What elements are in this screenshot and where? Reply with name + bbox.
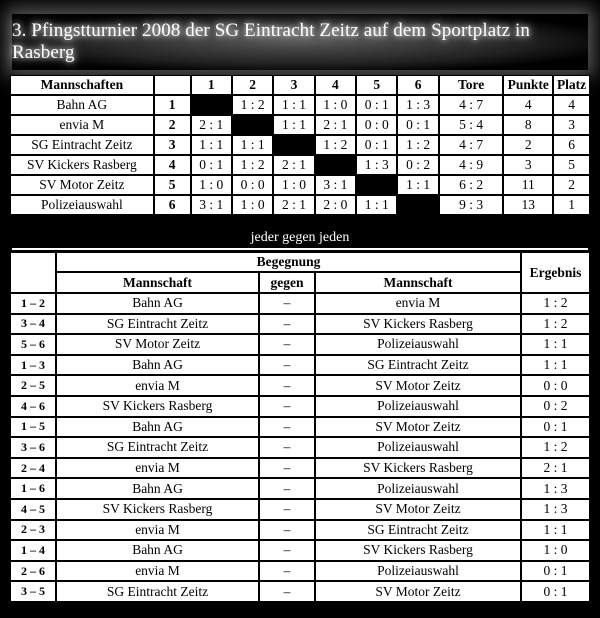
goals-cell: 9 : 3 [439,195,504,215]
page-title: 3. Pfingstturnier 2008 der SG Eintracht Zeitz auf dem Sportplatz in Rasberg [12,20,531,63]
fixture-vs: – [259,314,315,335]
fixture-vs: – [259,561,315,582]
fixture-result: 1 : 2 [521,293,590,314]
fixture-away-team: envia M [315,293,521,314]
header-encounter: Begegnung [56,252,521,272]
place-cell: 6 [553,135,590,155]
place-cell: 3 [553,115,590,135]
fixture-vs: – [259,334,315,355]
standings-body [10,95,590,215]
points-cell: 2 [503,135,553,155]
result-cell: 1 : 1 [232,135,273,155]
result-cell: 0 : 1 [397,115,438,135]
header-away-team: Mannschaft [315,272,521,293]
fixture-home-team: Bahn AG [56,293,259,314]
fixture-result: 1 : 1 [521,355,590,376]
result-cell: 1 : 3 [356,155,397,175]
header-place: Platz [553,75,590,95]
fixture-row [10,499,590,520]
goals-cell: 4 : 9 [439,155,504,175]
points-cell: 3 [503,155,553,175]
fixture-pair: 4 – 6 [10,396,56,417]
fixture-vs: – [259,375,315,396]
fixture-vs: – [259,581,315,602]
fixture-result: 0 : 0 [521,375,590,396]
fixture-result: 1 : 2 [521,437,590,458]
fixtures-table [10,252,590,602]
standings-row [10,115,590,135]
fixture-home-team: SV Motor Zeitz [56,334,259,355]
fixture-away-team: Polizeiauswahl [315,561,521,582]
header-goals: Tore [439,75,504,95]
fixture-away-team: Polizeiauswahl [315,437,521,458]
fixture-pair: 2 – 5 [10,375,56,396]
self-match-cell [191,95,232,115]
standings-table [10,75,590,215]
fixture-vs: – [259,293,315,314]
fixture-pair: 4 – 5 [10,499,56,520]
fixture-home-team: envia M [56,520,259,541]
fixture-away-team: SG Eintracht Zeitz [315,520,521,541]
result-cell: 1 : 0 [273,175,314,195]
result-cell: 3 : 1 [191,195,232,215]
standings-row [10,95,590,115]
divider [12,248,588,250]
motto-text: jeder gegen jeden [250,230,350,245]
fixture-row [10,520,590,541]
result-cell: 1 : 1 [397,175,438,195]
fixture-home-team: Bahn AG [56,540,259,561]
fixture-home-team: Bahn AG [56,417,259,438]
team-name: SG Eintracht Zeitz [10,135,154,155]
fixture-result: 1 : 3 [521,499,590,520]
standings-row [10,155,590,175]
fixture-result: 0 : 1 [521,561,590,582]
team-name: Polizeiauswahl [10,195,154,215]
result-cell: 3 : 1 [315,175,356,195]
header-col-3: 3 [273,75,314,95]
self-match-cell [232,115,273,135]
fixture-home-team: SG Eintracht Zeitz [56,314,259,335]
fixture-away-team: SG Eintracht Zeitz [315,355,521,376]
team-name: SV Kickers Rasberg [10,155,154,175]
fixture-row [10,334,590,355]
fixture-pair: 3 – 6 [10,437,56,458]
fixture-pair: 1 – 2 [10,293,56,314]
team-number: 6 [154,195,191,215]
header-home-team: Mannschaft [56,272,259,293]
result-cell: 1 : 3 [397,95,438,115]
goals-cell: 5 : 4 [439,115,504,135]
header-col-2: 2 [232,75,273,95]
fixture-pair: 2 – 3 [10,520,56,541]
fixture-home-team: SV Kickers Rasberg [56,499,259,520]
fixture-vs: – [259,478,315,499]
team-number: 3 [154,135,191,155]
team-name: Bahn AG [10,95,154,115]
header-result: Ergebnis [521,252,590,293]
fixture-pair: 5 – 6 [10,334,56,355]
result-cell: 1 : 1 [273,115,314,135]
goals-cell: 4 : 7 [439,95,504,115]
result-cell: 2 : 1 [191,115,232,135]
fixture-home-team: SV Kickers Rasberg [56,396,259,417]
fixture-away-team: Polizeiauswahl [315,396,521,417]
team-name: SV Motor Zeitz [10,175,154,195]
fixture-result: 1 : 2 [521,314,590,335]
fixture-away-team: SV Kickers Rasberg [315,458,521,479]
header-col-6: 6 [397,75,438,95]
fixture-result: 1 : 1 [521,334,590,355]
fixture-away-team: SV Motor Zeitz [315,499,521,520]
team-number: 2 [154,115,191,135]
self-match-cell [356,175,397,195]
fixture-pair: 1 – 6 [10,478,56,499]
fixture-pair: 3 – 4 [10,314,56,335]
self-match-cell [273,135,314,155]
fixture-away-team: Polizeiauswahl [315,478,521,499]
fixture-row [10,355,590,376]
result-cell: 2 : 1 [315,115,356,135]
place-cell: 1 [553,195,590,215]
fixture-away-team: SV Kickers Rasberg [315,314,521,335]
result-cell: 1 : 1 [191,135,232,155]
result-cell: 0 : 1 [356,135,397,155]
fixture-row [10,375,590,396]
fixture-row [10,458,590,479]
result-cell: 1 : 2 [232,95,273,115]
fixture-vs: – [259,417,315,438]
points-cell: 4 [503,95,553,115]
fixture-result: 1 : 3 [521,478,590,499]
team-number: 4 [154,155,191,175]
fixtures-body [10,293,590,602]
result-cell: 0 : 1 [356,95,397,115]
fixture-pair: 1 – 5 [10,417,56,438]
fixture-away-team: SV Motor Zeitz [315,375,521,396]
header-points: Punkte [503,75,553,95]
header-col-4: 4 [315,75,356,95]
header-vs: gegen [259,272,315,293]
fixture-pair: 1 – 3 [10,355,56,376]
fixture-home-team: envia M [56,458,259,479]
result-cell: 1 : 2 [232,155,273,175]
fixture-row [10,314,590,335]
fixture-result: 2 : 1 [521,458,590,479]
result-cell: 0 : 0 [356,115,397,135]
result-cell: 0 : 2 [397,155,438,175]
fixture-row [10,417,590,438]
fixture-home-team: SG Eintracht Zeitz [56,437,259,458]
standings-row [10,135,590,155]
fixture-vs: – [259,458,315,479]
result-cell: 2 : 1 [273,195,314,215]
fixture-pair: 1 – 4 [10,540,56,561]
result-cell: 1 : 0 [232,195,273,215]
header-num [154,75,191,95]
goals-cell: 4 : 7 [439,135,504,155]
place-cell: 2 [553,175,590,195]
fixture-vs: – [259,355,315,376]
fixture-result: 1 : 1 [521,520,590,541]
fixture-vs: – [259,540,315,561]
result-cell: 2 : 0 [315,195,356,215]
fixture-home-team: envia M [56,561,259,582]
place-cell: 5 [553,155,590,175]
fixture-result: 0 : 1 [521,417,590,438]
header-pair [10,252,56,293]
fixture-vs: – [259,396,315,417]
fixture-pair: 2 – 6 [10,561,56,582]
fixture-home-team: SG Eintracht Zeitz [56,581,259,602]
standings-row [10,175,590,195]
team-number: 1 [154,95,191,115]
fixture-row [10,561,590,582]
points-cell: 8 [503,115,553,135]
fixture-result: 0 : 2 [521,396,590,417]
header-col-5: 5 [356,75,397,95]
fixture-vs: – [259,437,315,458]
fixture-away-team: SV Motor Zeitz [315,417,521,438]
goals-cell: 6 : 2 [439,175,504,195]
result-cell: 1 : 2 [315,135,356,155]
result-cell: 2 : 1 [273,155,314,175]
fixture-home-team: Bahn AG [56,355,259,376]
fixture-row [10,437,590,458]
fixture-row [10,293,590,314]
fixture-row [10,396,590,417]
result-cell: 1 : 1 [356,195,397,215]
fixture-home-team: Bahn AG [56,478,259,499]
result-cell: 0 : 1 [191,155,232,175]
fixture-away-team: Polizeiauswahl [315,334,521,355]
team-number: 5 [154,175,191,195]
fixture-row [10,540,590,561]
fixture-pair: 2 – 4 [10,458,56,479]
fixture-result: 1 : 0 [521,540,590,561]
points-cell: 13 [503,195,553,215]
self-match-cell [397,195,438,215]
result-cell: 1 : 0 [191,175,232,195]
result-cell: 1 : 1 [273,95,314,115]
result-cell: 1 : 2 [397,135,438,155]
fixture-away-team: SV Motor Zeitz [315,581,521,602]
place-cell: 4 [553,95,590,115]
team-name: envia M [10,115,154,135]
fixture-vs: – [259,499,315,520]
fixture-result: 0 : 1 [521,581,590,602]
points-cell: 11 [503,175,553,195]
fixture-vs: – [259,520,315,541]
fixture-row [10,478,590,499]
fixture-row [10,581,590,602]
header-col-1: 1 [191,75,232,95]
result-cell: 1 : 0 [315,95,356,115]
standings-row [10,195,590,215]
header-teams: Mannschaften [10,75,154,95]
self-match-cell [315,155,356,175]
fixture-home-team: envia M [56,375,259,396]
fixture-pair: 3 – 5 [10,581,56,602]
result-cell: 0 : 0 [232,175,273,195]
fixture-away-team: SV Kickers Rasberg [315,540,521,561]
